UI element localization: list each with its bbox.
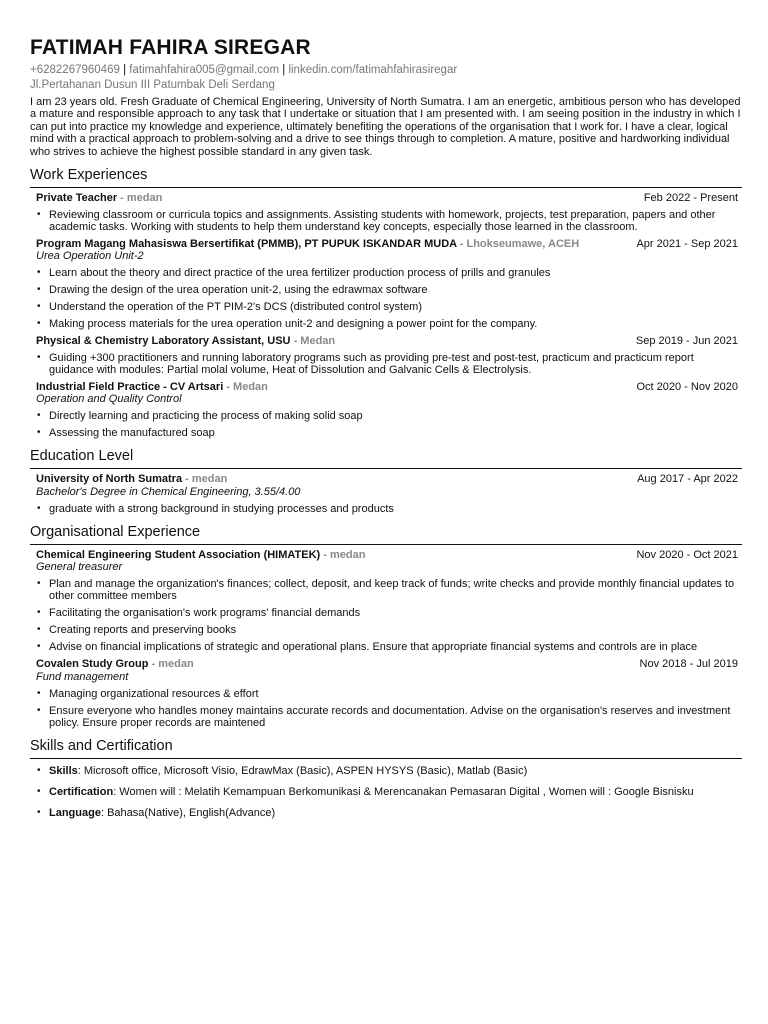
bullet-item: • Learn about the theory and direct practice of the urea fertilizer production process of prills and granules — [49, 267, 738, 279]
date-range: Nov 2018 - Jul 2019 — [639, 658, 738, 671]
bullet-item: • Drawing the design of the urea operation unit-2, using the edrawmax software — [49, 284, 738, 296]
organization-name: Industrial Field Practice - CV Artsari — [36, 380, 224, 393]
entry — [36, 335, 738, 376]
organisation-section — [30, 524, 742, 729]
skill-item — [49, 807, 742, 819]
date-range: Oct 2020 - Nov 2020 — [636, 380, 738, 393]
section-title: Organisational Experience — [30, 524, 742, 545]
bullet-list — [36, 267, 738, 330]
bullet-item: • Reviewing classroom or curricula topics and assignments. Assisting students with homework, projects, test preparation, papers and other academic tasks. Working with students to help them understand key concepts, especially those learned in the classroom. — [49, 209, 738, 233]
section-title: Work Experiences — [30, 167, 742, 188]
separator: | — [282, 64, 286, 76]
location: - medan — [320, 548, 366, 561]
skill-text: : Women will : Melatih Kemampuan Berkomunikasi & Merencanakan Pemasaran Digital , Women will : Google Bisnisku — [113, 785, 694, 798]
date-range: Nov 2020 - Oct 2021 — [636, 548, 738, 561]
entry-title — [36, 335, 335, 348]
skills-section — [30, 738, 742, 819]
entry-title — [36, 473, 227, 486]
role-title: Urea Operation Unit-2 — [36, 250, 144, 263]
bullet-list — [36, 209, 738, 233]
organization-name: Program Magang Mahasiswa Bersertifikat (PMMB), PT PUPUK ISKANDAR MUDA — [36, 237, 457, 250]
location: - medan — [117, 192, 163, 205]
role-title: Fund management — [36, 670, 129, 683]
role-title: Bachelor's Degree in Chemical Engineering, 3.55/4.00 — [36, 485, 301, 498]
location: - Lhokseumawe, ACEH — [456, 237, 580, 250]
bullet-item: • Plan and manage the organization's finances; collect, deposit, and keep track of funds; write checks and provide monthly financial updates to other committee members — [49, 578, 738, 602]
entry — [36, 238, 738, 331]
date-range: Apr 2021 - Sep 2021 — [636, 237, 738, 250]
skill-label: Language — [49, 806, 101, 819]
bullet-list — [36, 578, 738, 653]
role-title: General treasurer — [36, 561, 123, 574]
entry — [36, 381, 738, 440]
skill-text: : Bahasa(Native), English(Advance) — [100, 806, 276, 819]
email-address[interactable]: fatimahfahira005@gmail.com — [129, 64, 280, 76]
location: - Medan — [290, 335, 336, 348]
organization-name: Physical & Chemistry Laboratory Assistant, USU — [36, 335, 291, 348]
entry-header — [36, 335, 738, 348]
skills-list — [36, 765, 742, 819]
bullet-list — [36, 688, 738, 729]
bullet-list — [36, 503, 738, 515]
skill-label: Certification — [49, 785, 114, 798]
entry-header — [36, 381, 738, 394]
entry-header — [36, 549, 738, 562]
bullet-list — [36, 352, 738, 376]
work-section — [30, 167, 742, 439]
bullet-item: • Assessing the manufactured soap — [49, 427, 738, 439]
entry-list — [30, 473, 742, 515]
location: - Medan — [223, 380, 268, 393]
bullet-item: • Managing organizational resources & effort — [49, 688, 738, 700]
date-range: Feb 2022 - Present — [643, 192, 738, 205]
skill-text: : Microsoft office, Microsoft Visio, EdrawMax (Basic), ASPEN HYSYS (Basic), Matlab (Basic) — [77, 764, 528, 777]
entry-list — [30, 549, 742, 729]
organization-name: Covalen Study Group — [36, 658, 149, 671]
entry-title — [36, 238, 579, 251]
bullet-item: • Advise on financial implications of strategic and operational plans. Ensure that appropriate financial systems and controls are in place — [49, 641, 738, 653]
entry-header — [36, 192, 738, 205]
linkedin-link[interactable]: linkedin.com/fatimahfahirasiregar — [288, 64, 458, 76]
skill-item — [49, 765, 742, 777]
bullet-list — [36, 410, 738, 439]
entry-header — [36, 238, 738, 251]
organization-name: Private Teacher — [36, 192, 118, 205]
entry-list — [30, 192, 742, 439]
bullet-item: • Making process materials for the urea operation unit-2 and designing a power point for the company. — [49, 318, 738, 330]
entry — [36, 549, 738, 654]
resume-page — [30, 36, 742, 828]
entry-title — [36, 658, 194, 671]
organization-name: Chemical Engineering Student Association (HIMATEK) — [36, 548, 321, 561]
section-title: Skills and Certification — [30, 738, 742, 759]
summary-paragraph: I am 23 years old. Fresh Graduate of Chemical Engineering, University of North Sumatra. I am an energetic, ambitious person who has developed a mature and responsible approach to any task that I undertake or situation that I am presented with. I am seeing position in the industry in which I can put into practice my knowledge and experience, ultimately benefiting the operations of the organisation that I work for. I have a clear, logical mind with a practical approach to problem-solving and a drive to see things through to completion. A mature, positive and hardworking individual who strives to achieve the highest possible standard in any given task. — [30, 96, 741, 158]
skill-label: Skills — [49, 764, 78, 777]
entry-header — [36, 658, 738, 671]
education-section — [30, 448, 742, 515]
contact-line — [30, 63, 742, 78]
bullet-item: • Understand the operation of the PT PIM-2's DCS (distributed control system) — [49, 301, 738, 313]
bullet-item: • graduate with a strong background in studying processes and products — [49, 503, 738, 515]
phone-number: +6282267960469 — [30, 64, 120, 76]
date-range: Aug 2017 - Apr 2022 — [637, 473, 738, 486]
bullet-item: • Directly learning and practicing the process of making solid soap — [49, 410, 738, 422]
entry-header — [36, 473, 738, 486]
entry — [36, 473, 738, 515]
bullet-item: • Facilitating the organisation's work programs' financial demands — [49, 607, 738, 619]
entry — [36, 658, 738, 729]
skill-item — [49, 786, 742, 798]
organization-name: University of North Sumatra — [36, 473, 183, 486]
location: - medan — [182, 473, 228, 486]
entry-title — [36, 549, 365, 562]
role-title: Operation and Quality Control — [36, 393, 182, 406]
candidate-name: FATIMAH FAHIRA SIREGAR — [30, 36, 311, 59]
location: - medan — [148, 658, 194, 671]
entry-title — [36, 192, 162, 205]
date-range: Sep 2019 - Jun 2021 — [635, 335, 738, 348]
entry-title — [36, 381, 268, 394]
separator: | — [123, 64, 127, 76]
bullet-item: • Ensure everyone who handles money maintains accurate records and documentation. Advise on the organisation's reserves and investment policy. Ensure proper records are maintened — [49, 705, 738, 729]
bullet-item: • Creating reports and preserving books — [49, 624, 738, 636]
section-title: Education Level — [30, 448, 742, 469]
address: Jl.Pertahanan Dusun III Patumbak Deli Serdang — [30, 79, 275, 91]
entry — [36, 192, 738, 233]
bullet-item: • Guiding +300 practitioners and running laboratory programs such as providing pre-test and post-test, practicum and practicum report guidance with modules: Partial molal volume, Heat of Dissolution and Galvanic Cells & Electrolysis. — [49, 352, 738, 376]
